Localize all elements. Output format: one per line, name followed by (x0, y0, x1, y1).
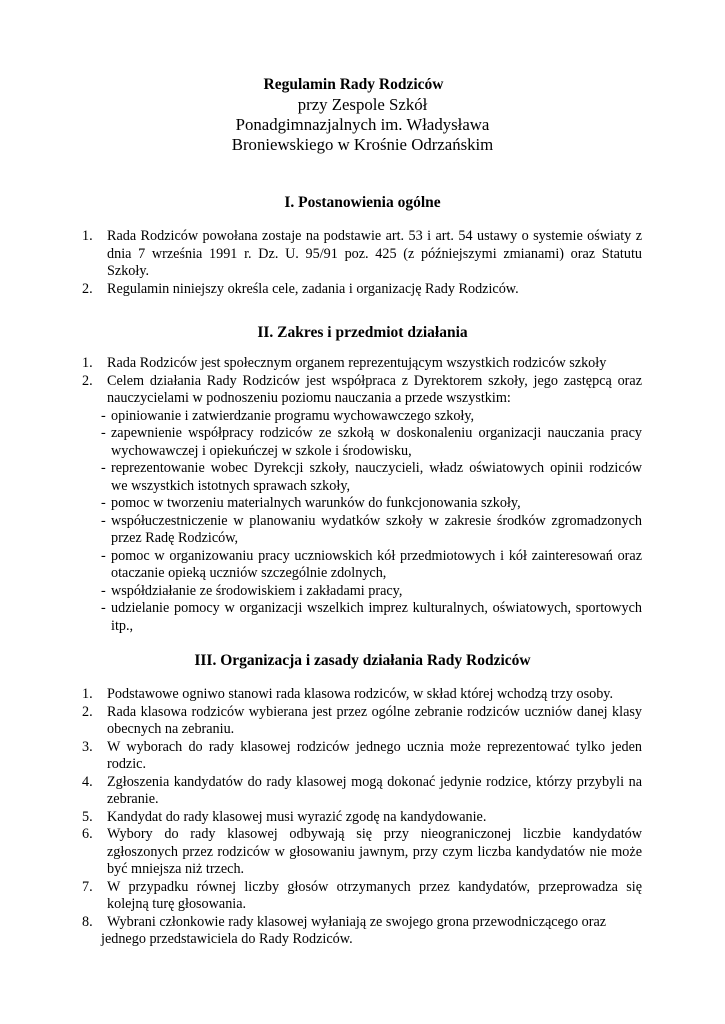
list-number: 1. (82, 355, 93, 371)
document-title (0, 75, 725, 155)
dash-marker: - (101, 547, 106, 564)
title-line-3: Ponadgimnazjalnych im. Władysława (235, 115, 490, 134)
section-3-heading: III. Organizacja i zasady działania Rady Rodziców (194, 652, 531, 669)
list-number: 1. (82, 228, 93, 244)
section-2-heading: II. Zakres i przedmiot działania (257, 324, 468, 341)
dash-marker: - (101, 460, 106, 476)
list-text: Celem działania Rady Rodziców jest współpraca z Dyrektorem szkoły, jego zastępcą oraz nauczycielami w podnoszeniu poziomu nauczania a przede wszystkim: (107, 372, 642, 406)
list-number: 3. (82, 738, 93, 755)
bullet-text: udzielanie pomocy w organizacji wszelkich imprez kulturalnych, oświatowych, sportowych itp., (111, 600, 642, 634)
section-1-heading: I. Postanowienia ogólne (284, 194, 441, 211)
dash-marker: - (101, 512, 106, 529)
section-3-list (82, 686, 642, 931)
list-item (82, 826, 642, 879)
item-8-continuation: jednego przedstawiciela do Rady Rodziców. (101, 931, 353, 947)
list-item (82, 686, 642, 704)
bullet-item (101, 408, 642, 426)
list-text: Wybory do rady klasowej odbywają się przy nieograniczonej liczbie kandydatów zgłoszonych przez rodziców w głosowaniu jawnym, przy czym liczba kandydatów nie może być mniejsza niż trzech. (107, 826, 642, 877)
list-text: Regulamin niniejszy określa cele, zadania i organizację Rady Rodziców. (107, 280, 519, 297)
bullet-text: opiniowanie i zatwierdzanie programu wychowawczego szkoły, (111, 407, 475, 424)
title-line-4: Broniewskiego w Krośnie Odrzańskim (231, 135, 494, 154)
list-number: 8. (82, 913, 93, 930)
bullet-item (101, 600, 642, 635)
list-item (82, 774, 642, 809)
list-item (82, 809, 642, 827)
list-item (82, 228, 642, 281)
list-item (82, 373, 642, 636)
bullet-item (101, 548, 642, 583)
bullet-text: współuczestniczenie w planowaniu wydatków szkoły w zakresie środków zgromadzonych przez Radę Rodziców, (111, 512, 642, 546)
dash-marker: - (101, 425, 106, 441)
section-2-bullet-list (101, 408, 642, 636)
list-text: Wybrani członkowie rady klasowej wyłaniają ze swojego grona przewodniczącego oraz (107, 913, 607, 930)
list-text: Rada klasowa rodziców wybierana jest przez ogólne zebranie rodziców uczniów danej klasy obecnych na zebraniu. (107, 703, 642, 737)
list-item (82, 704, 642, 739)
list-item (82, 739, 642, 774)
list-text: Rada Rodziców jest społecznym organem reprezentującym wszystkich rodziców szkoły (107, 355, 607, 371)
list-number: 7. (82, 878, 93, 895)
bullet-item (101, 583, 642, 601)
bullet-text: reprezentowanie wobec Dyrekcji szkoły, nauczycieli, władz oświatowych opinii rodziców we wszystkich istotnych sprawach szkoły, (111, 460, 642, 494)
list-text: Rada Rodziców powołana zostaje na podstawie art. 53 i art. 54 ustawy o systemie oświaty z dnia 7 września 1991 r. Dz. U. 95/91 poz. 425 (z późniejszymi zmianami) oraz Statutu Szkoły. (107, 228, 642, 279)
list-item (82, 281, 642, 299)
list-item (82, 879, 642, 914)
list-text: Kandydat do rady klasowej musi wyrazić zgodę na kandydowanie. (107, 808, 487, 825)
bullet-item (101, 495, 642, 513)
list-text: W wyborach do rady klasowej rodziców jednego ucznia może reprezentować tylko jeden rodzic. (107, 738, 642, 772)
bullet-item (101, 425, 642, 460)
bullet-text: współdziałanie ze środowiskiem i zakładami pracy, (111, 582, 403, 599)
list-number: 2. (82, 703, 93, 720)
bullet-text: zapewnienie współpracy rodziców ze szkołą w doskonaleniu organizacji nauczania pracy wychowawczej i opiekuńczej w szkole i środowisku, (111, 425, 642, 459)
section-1-list (82, 228, 642, 298)
bullet-text: pomoc w tworzeniu materialnych warunków do funkcjonowania szkoły, (111, 495, 521, 511)
list-text: Podstawowe ogniwo stanowi rada klasowa rodziców, w skład której wchodzą trzy osoby. (107, 686, 614, 702)
title-line-1: Regulamin Rady Rodziców (263, 76, 444, 93)
list-number: 1. (82, 686, 93, 702)
dash-marker: - (101, 407, 106, 424)
list-item (82, 355, 642, 373)
list-number: 2. (82, 280, 93, 297)
title-line-2: przy Zespole Szkół (297, 95, 428, 114)
list-number: 4. (82, 773, 93, 790)
list-number: 5. (82, 808, 93, 825)
list-item (82, 914, 642, 932)
section-2-list (82, 355, 642, 635)
list-text: W przypadku równej liczby głosów otrzymanych przez kandydatów, przeprowadza się kolejną turę głosowania. (107, 878, 642, 912)
bullet-item (101, 460, 642, 495)
bullet-item (101, 513, 642, 548)
dash-marker: - (101, 495, 106, 511)
list-number: 2. (82, 372, 93, 389)
dash-marker: - (101, 600, 106, 616)
bullet-text: pomoc w organizowaniu pracy uczniowskich kół przedmiotowych i kół zainteresowań oraz otaczanie opieką uczniów szczególnie zdolnych, (111, 547, 642, 581)
list-number: 6. (82, 826, 93, 842)
dash-marker: - (101, 582, 106, 599)
list-text: Zgłoszenia kandydatów do rady klasowej mogą dokonać jedynie rodzice, którzy przybyli na zebranie. (107, 773, 642, 807)
